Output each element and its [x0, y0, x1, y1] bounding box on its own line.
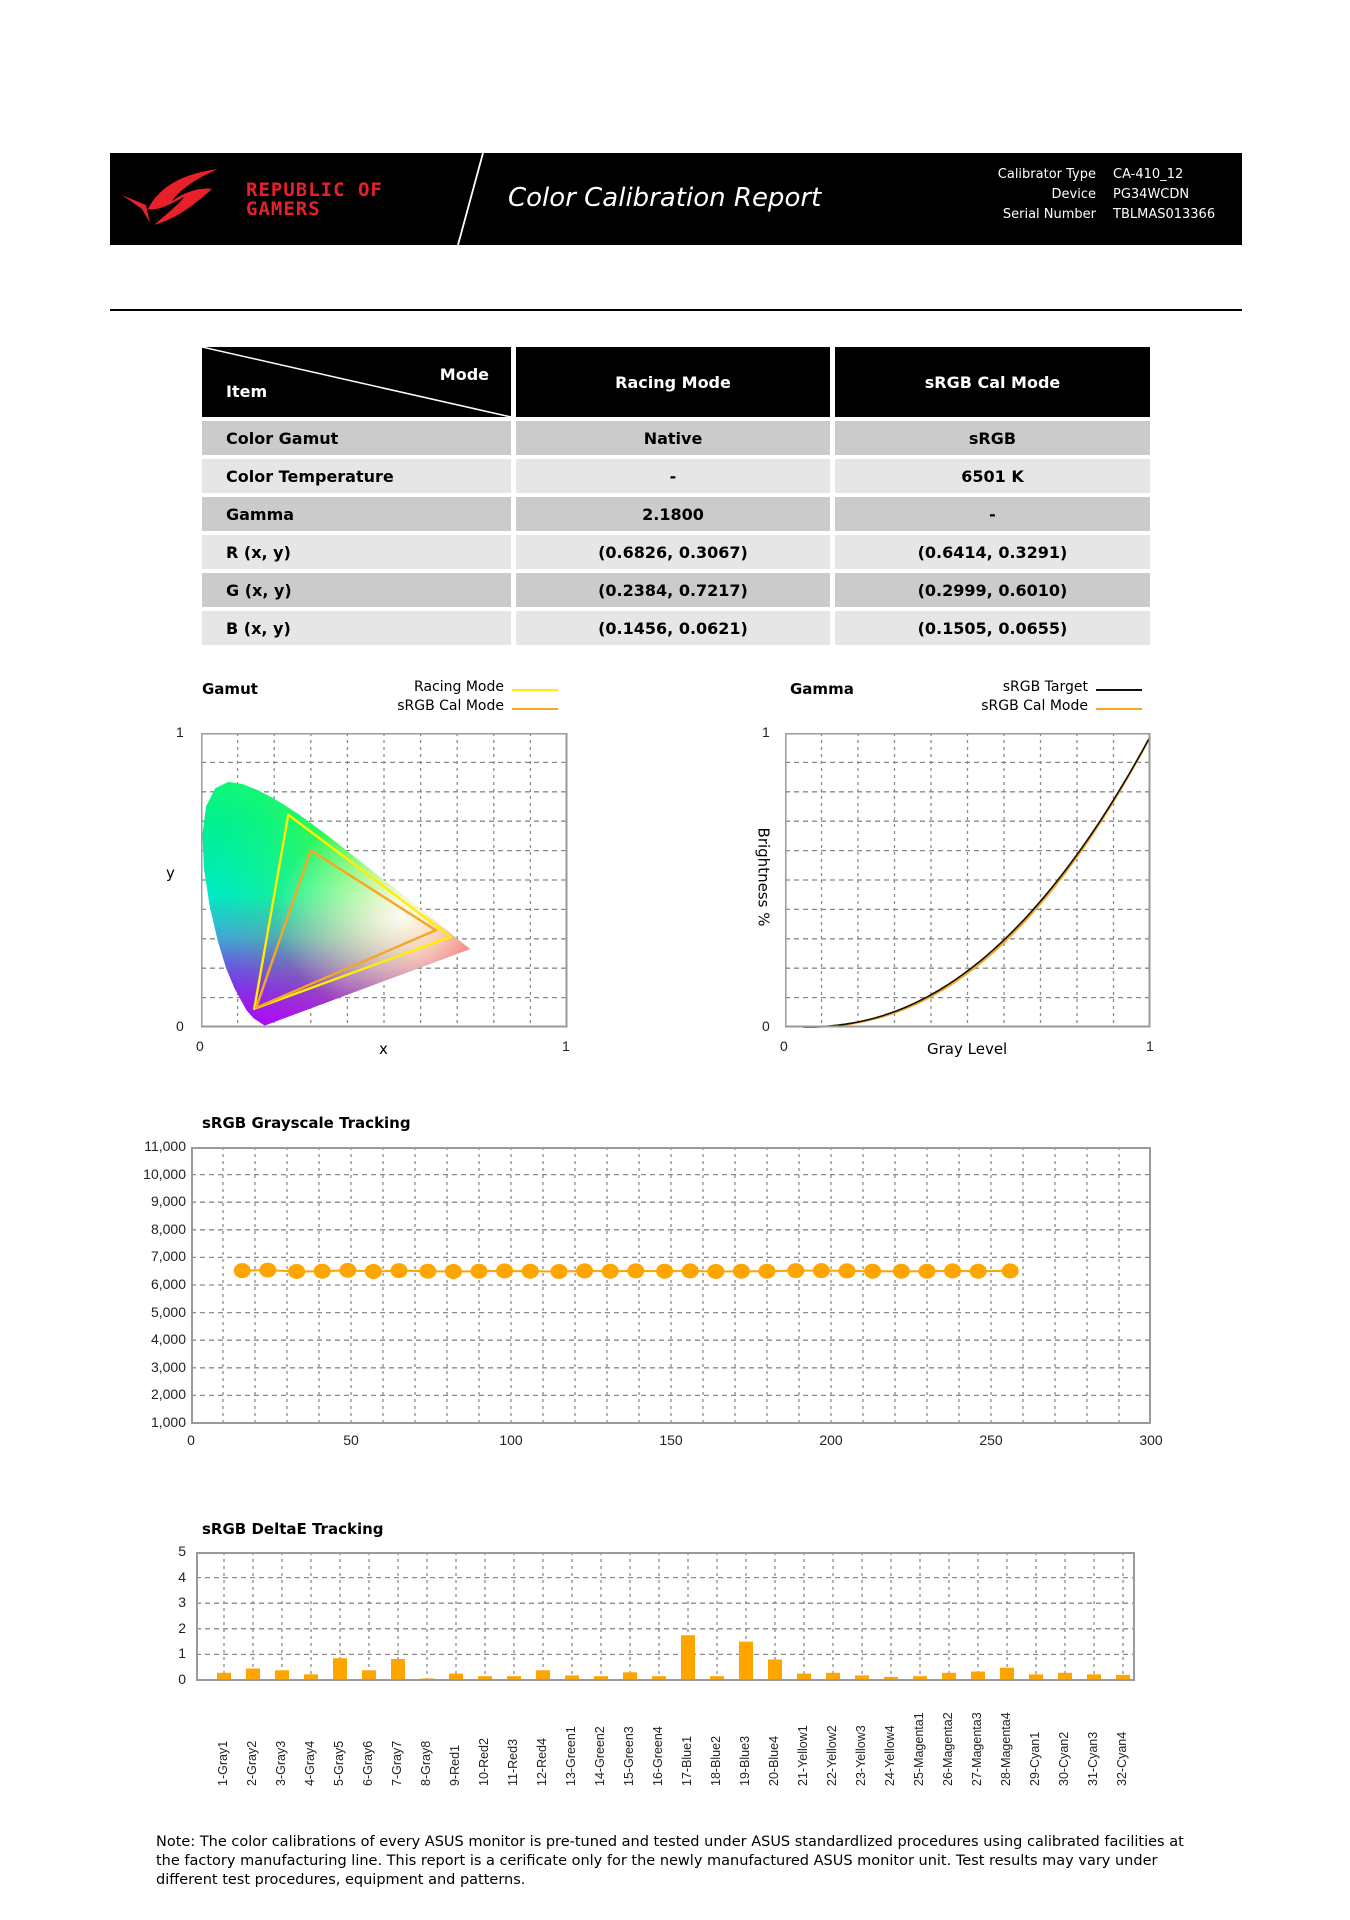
deltae-bar: [536, 1670, 550, 1680]
gamut-vertex-point: [287, 814, 289, 816]
gamma-xlabel: Gray Level: [927, 1040, 1008, 1058]
deltae-bar: [739, 1642, 753, 1680]
gamut-legend-srgb: sRGB Cal Mode: [397, 698, 504, 714]
grayscale-ytick: 4,000: [150, 1331, 186, 1348]
row-value: sRGB: [835, 421, 1150, 455]
grayscale-ytick: 10,000: [143, 1165, 186, 1182]
row-value: 2.1800: [516, 497, 830, 531]
gamut-vertex-point: [255, 1007, 257, 1009]
gamma-legend-target-swatch: [1096, 689, 1142, 691]
row-value: (0.6826, 0.3067): [516, 535, 830, 569]
gamut-chart: [201, 733, 568, 1028]
gamma-ytick-min: 0: [762, 1018, 770, 1034]
deltae-xtick: 22-Yellow2: [825, 1725, 839, 1786]
grayscale-point: [682, 1263, 699, 1278]
deltae-bar: [971, 1672, 985, 1680]
deltae-bar: [275, 1670, 289, 1680]
grayscale-ytick: 9,000: [150, 1193, 186, 1210]
brand-line-1: REPUBLIC OF: [246, 179, 383, 201]
grayscale-xtick: 50: [343, 1432, 359, 1448]
gamut-xlabel: x: [379, 1040, 388, 1058]
deltae-bar: [681, 1635, 695, 1680]
row-value: (0.1456, 0.0621): [516, 611, 830, 645]
gamut-vertex-point: [450, 936, 452, 938]
row-value: -: [516, 459, 830, 493]
deltae-xtick: 30-Cyan2: [1057, 1731, 1071, 1786]
gamma-xtick-min: 0: [780, 1038, 788, 1054]
grayscale-point: [813, 1263, 830, 1278]
grayscale-point: [839, 1263, 856, 1278]
table-row: [202, 535, 1150, 569]
brand-wordmark: [246, 181, 383, 219]
gamma-chart-title: Gamma: [790, 680, 854, 698]
meta-value: CA-410_12: [1113, 167, 1184, 182]
deltae-xtick: 14-Green2: [593, 1726, 607, 1786]
deltae-xtick: 24-Yellow4: [883, 1725, 897, 1786]
grayscale-point: [864, 1264, 881, 1279]
meta-value: PG34WCDN: [1113, 187, 1190, 202]
table-row: [202, 573, 1150, 607]
gamma-curve: [803, 737, 1150, 1027]
deltae-bar: [362, 1670, 376, 1680]
grayscale-xtick: 100: [499, 1432, 523, 1448]
deltae-xtick: 11-Red3: [506, 1738, 520, 1786]
grayscale-point: [445, 1264, 462, 1279]
deltae-xtick: 28-Magenta4: [999, 1712, 1013, 1786]
deltae-ytick: 3: [178, 1594, 186, 1611]
deltae-xtick: 9-Red1: [448, 1745, 462, 1786]
grayscale-xtick: 200: [819, 1432, 843, 1448]
deltae-xtick: 4-Gray4: [303, 1740, 317, 1786]
grayscale-point: [365, 1264, 382, 1279]
grayscale-point: [787, 1263, 804, 1278]
grayscale-point: [733, 1264, 750, 1279]
grayscale-point: [522, 1264, 539, 1279]
gamma-legend-cal-swatch: [1096, 708, 1142, 710]
grayscale-point: [576, 1263, 593, 1278]
grayscale-point: [944, 1263, 961, 1278]
gamut-vertex-point: [310, 849, 312, 851]
deltae-xtick: 12-Red4: [535, 1738, 549, 1786]
deltae-xtick: 25-Magenta1: [912, 1712, 926, 1786]
grayscale-ytick: 7,000: [150, 1248, 186, 1265]
grayscale-point: [314, 1264, 331, 1279]
deltae-xtick: 1-Gray1: [216, 1740, 230, 1786]
gamut-legend-srgb-swatch: [512, 708, 558, 710]
deltae-chart-title: sRGB DeltaE Tracking: [202, 1520, 384, 1538]
deltae-xtick: 21-Yellow1: [796, 1725, 810, 1786]
deltae-xtick: 13-Green1: [564, 1726, 578, 1786]
deltae-bar: [826, 1673, 840, 1680]
gamma-ylabel: Brightness %: [754, 827, 773, 927]
grayscale-point: [919, 1264, 936, 1279]
deltae-xtick: 18-Blue2: [709, 1735, 723, 1786]
corner-item-label: Item: [226, 382, 268, 401]
deltae-ytick: 2: [178, 1619, 186, 1636]
gamut-legend-racing: Racing Mode: [414, 679, 504, 695]
deltae-bar: [942, 1673, 956, 1680]
row-value: (0.6414, 0.3291): [835, 535, 1150, 569]
grayscale-ytick: 5,000: [150, 1303, 186, 1320]
gamma-legend-target: sRGB Target: [1002, 679, 1088, 695]
deltae-xtick: 32-Cyan4: [1115, 1731, 1129, 1786]
row-item-label: Color Temperature: [202, 459, 511, 493]
deltae-chart: [196, 1552, 1136, 1682]
grayscale-point: [759, 1264, 776, 1279]
grayscale-point: [707, 1264, 724, 1279]
brand-line-2: GAMERS: [246, 198, 321, 220]
grayscale-chart: [191, 1147, 1152, 1424]
grayscale-ytick: 8,000: [150, 1220, 186, 1237]
row-value: (0.1505, 0.0655): [835, 611, 1150, 645]
deltae-xtick: 7-Gray7: [390, 1740, 404, 1786]
grayscale-point: [471, 1264, 488, 1279]
column-header: Racing Mode: [516, 347, 830, 417]
grayscale-ytick: 2,000: [150, 1386, 186, 1403]
deltae-bar: [623, 1672, 637, 1680]
deltae-ytick: 4: [178, 1568, 186, 1585]
deltae-xtick: 29-Cyan1: [1028, 1731, 1042, 1786]
grayscale-point: [496, 1263, 513, 1278]
disclaimer-note: Note: The color calibrations of every ASUS monitor is pre-tuned and tested under ASUS standardlized procedures using calibrated facilities at the factory manufacturing line. This report is a cerificate only for the newly manufactured ASUS monitor unit. Test results may vary under different test procedures, equipment and patterns.: [156, 1834, 1184, 1888]
deltae-bars: [217, 1635, 1130, 1680]
gamut-legend-racing-swatch: [512, 689, 558, 691]
grayscale-xtick: 300: [1139, 1432, 1163, 1448]
grayscale-point: [893, 1264, 910, 1279]
gamut-vertex-point: [435, 929, 437, 931]
meta-label: Calibrator Type: [997, 167, 1096, 182]
grayscale-ytick: 1,000: [150, 1414, 186, 1430]
row-item-label: B (x, y): [202, 611, 511, 645]
grayscale-point: [970, 1264, 987, 1279]
deltae-bar: [217, 1673, 231, 1680]
grayscale-point: [288, 1264, 305, 1279]
report-title: Color Calibration Report: [508, 183, 822, 213]
column-header: sRGB Cal Mode: [835, 347, 1150, 417]
table-row: [202, 611, 1150, 645]
gamma-ytick-max: 1: [762, 724, 770, 740]
deltae-ytick: 1: [178, 1645, 186, 1662]
deltae-xtick: 8-Gray8: [419, 1740, 433, 1786]
table-corner-cell: [202, 347, 511, 417]
gamma-lines: [803, 737, 1150, 1027]
deltae-xtick: 3-Gray3: [274, 1740, 288, 1786]
deltae-xtick: 10-Red2: [477, 1738, 491, 1786]
table-row: [202, 421, 1150, 455]
row-value: (0.2384, 0.7217): [516, 573, 830, 607]
gamma-legend-cal: sRGB Cal Mode: [981, 698, 1088, 714]
row-item-label: Gamma: [202, 497, 511, 531]
grayscale-point: [391, 1263, 408, 1278]
header-divider: [450, 153, 490, 245]
deltae-xtick: 17-Blue1: [680, 1735, 694, 1786]
gamma-xtick-max: 1: [1146, 1038, 1154, 1054]
spec-table: [202, 347, 1150, 649]
deltae-xtick: 19-Blue3: [738, 1735, 752, 1786]
gamut-ylabel: y: [166, 864, 175, 882]
gamut-ytick-min: 0: [176, 1018, 184, 1034]
grayscale-ytick: 3,000: [150, 1358, 186, 1375]
grayscale-series: [234, 1263, 1019, 1279]
meta-value: TBLMAS013366: [1113, 207, 1216, 222]
deltae-bar: [1058, 1673, 1072, 1680]
grayscale-point: [602, 1264, 619, 1279]
grayscale-point: [627, 1263, 644, 1278]
gamma-curve: [803, 737, 1150, 1027]
deltae-ytick: 0: [178, 1671, 186, 1687]
grayscale-chart-title: sRGB Grayscale Tracking: [202, 1114, 411, 1132]
table-row: [202, 459, 1150, 493]
deltae-bar: [333, 1658, 347, 1680]
table-row: [202, 497, 1150, 531]
row-item-label: Color Gamut: [202, 421, 511, 455]
deltae-xtick: 26-Magenta2: [941, 1712, 955, 1786]
deltae-xtick: 27-Magenta3: [970, 1712, 984, 1786]
deltae-bar: [1000, 1668, 1014, 1680]
report-header: [110, 153, 1242, 245]
row-value: Native: [516, 421, 830, 455]
table-body: [202, 421, 1150, 645]
grayscale-xtick: 150: [659, 1432, 683, 1448]
grayscale-xtick: 250: [979, 1432, 1003, 1448]
deltae-ytick: 5: [178, 1543, 186, 1559]
grayscale-point: [234, 1263, 251, 1278]
meta-label: Serial Number: [1002, 207, 1096, 222]
grayscale-xtick: 0: [187, 1432, 195, 1448]
grayscale-point: [339, 1263, 356, 1278]
grayscale-point: [551, 1264, 568, 1279]
grayscale-point: [656, 1264, 673, 1279]
grayscale-point: [259, 1263, 276, 1278]
meta-label: Device: [1051, 187, 1096, 202]
grayscale-grid: [191, 1147, 1151, 1423]
deltae-bar: [391, 1659, 405, 1680]
deltae-xtick: 20-Blue4: [767, 1735, 781, 1786]
gamut-xtick-min: 0: [196, 1038, 204, 1054]
grayscale-ytick: 11,000: [144, 1138, 186, 1154]
gamma-chart: [785, 733, 1151, 1028]
section-divider: [110, 309, 1242, 311]
deltae-bar: [246, 1668, 260, 1680]
deltae-bar: [768, 1660, 782, 1680]
corner-mode-label: Mode: [439, 365, 489, 384]
row-item-label: R (x, y): [202, 535, 511, 569]
row-value: 6501 K: [835, 459, 1150, 493]
deltae-xtick: 15-Green3: [622, 1726, 636, 1786]
gamut-chart-title: Gamut: [202, 680, 258, 698]
deltae-xtick: 16-Green4: [651, 1726, 665, 1786]
deltae-xtick: 6-Gray6: [361, 1740, 375, 1786]
grayscale-point: [419, 1264, 436, 1279]
gamut-xtick-max: 1: [562, 1038, 570, 1054]
deltae-xtick: 2-Gray2: [245, 1740, 259, 1786]
rog-eye-logo-icon: [120, 165, 230, 231]
grayscale-ytick: 6,000: [150, 1276, 186, 1292]
table-header-row: [202, 347, 1150, 417]
deltae-xtick: 23-Yellow3: [854, 1725, 868, 1786]
deltae-xtick: 31-Cyan3: [1086, 1731, 1100, 1786]
grayscale-point: [1002, 1263, 1019, 1278]
gamut-ytick-max: 1: [176, 724, 184, 740]
row-item-label: G (x, y): [202, 573, 511, 607]
row-value: (0.2999, 0.6010): [835, 573, 1150, 607]
row-value: -: [835, 497, 1150, 531]
deltae-xtick: 5-Gray5: [332, 1740, 346, 1786]
gamma-grid: [785, 733, 1150, 1027]
